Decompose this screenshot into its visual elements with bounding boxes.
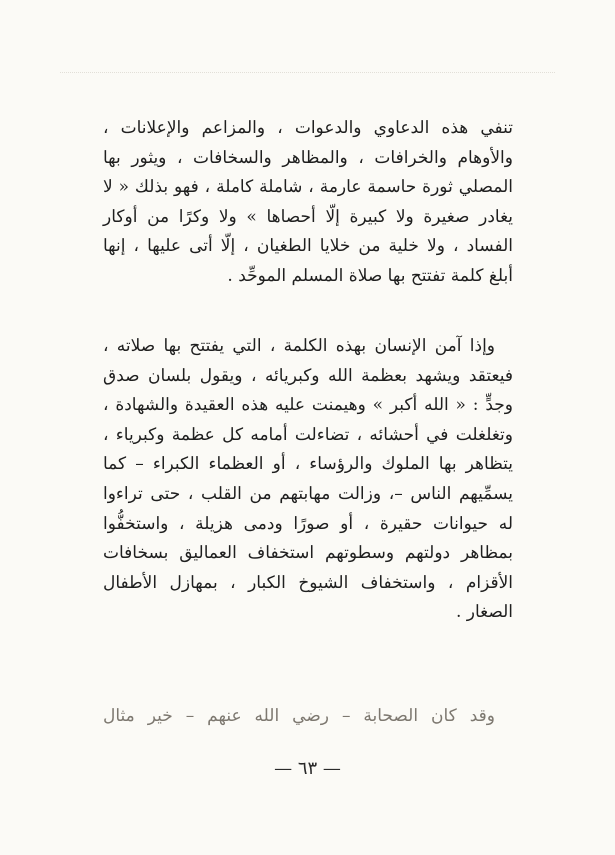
text-line: بمظاهر دولتهم وسطوتهم استخفاف العماليق بسخافات — [103, 543, 513, 564]
paragraph-3 — [103, 702, 513, 732]
top-divider — [60, 72, 555, 73]
page-number: — ٦٣ — — [274, 758, 341, 779]
text-line: وإذا آمن الإنسان بهذه الكلمة ، التي يفتتح بها صلاته ، — [103, 336, 495, 356]
text-line: يسمِّيهم الناس –، وزالت مهابتهم من القلب ، حتى تراءوا — [103, 483, 513, 504]
text-line: وقد كان الصحابة – رضي الله عنهم – خير مثال — [103, 706, 495, 726]
text-line: فيعتقد ويشهد بعظمة الله وكبريائه ، ويقول بلسان صدق — [103, 365, 513, 386]
text-line: الفساد ، ولا خلية من خلايا الطغيان ، إلّا أتى عليها ، إنها — [103, 236, 513, 257]
text-line: أبلغ كلمة تفتتح بها صلاة المسلم الموحِّد . — [227, 265, 513, 286]
text-line: الصغار . — [455, 602, 513, 623]
text-line: تنفي هذه الدعاوي والدعوات ، والمزاعم والإعلانات ، — [103, 118, 513, 138]
text-line: الأقزام ، واستخفاف الشيوخ الكبار ، بمهازل الأطفال — [103, 572, 513, 593]
paragraph-2 — [103, 332, 513, 628]
text-line: له حيوانات حقيرة ، أو صورًا ودمى هزيلة ، واستخفُّوا — [103, 513, 513, 534]
text-line: المصلي ثورة حاسمة عارمة ، شاملة كاملة ، فهو بذلك « لا — [103, 177, 513, 198]
text-line: وجدٍّ : « الله أكبر » وهيمنت عليه هذه العقيدة والشهادة ، — [103, 395, 513, 416]
text-line: يغادر صغيرة ولا كبيرة إلّا أحصاها » ولا وكرًا من أوكار — [103, 206, 513, 227]
text-line: يتظاهر بها الملوك والرؤساء ، أو العظماء الكبراء – كما — [103, 454, 513, 475]
paragraph-1 — [103, 114, 513, 292]
text-line: وتغلغلت في أحشائه ، تضاءلت أمامه كل عظمة وكبرياء ، — [103, 424, 513, 445]
text-line: والأوهام والخرافات ، والمظاهر والسخافات ، ويثور بها — [103, 147, 513, 168]
